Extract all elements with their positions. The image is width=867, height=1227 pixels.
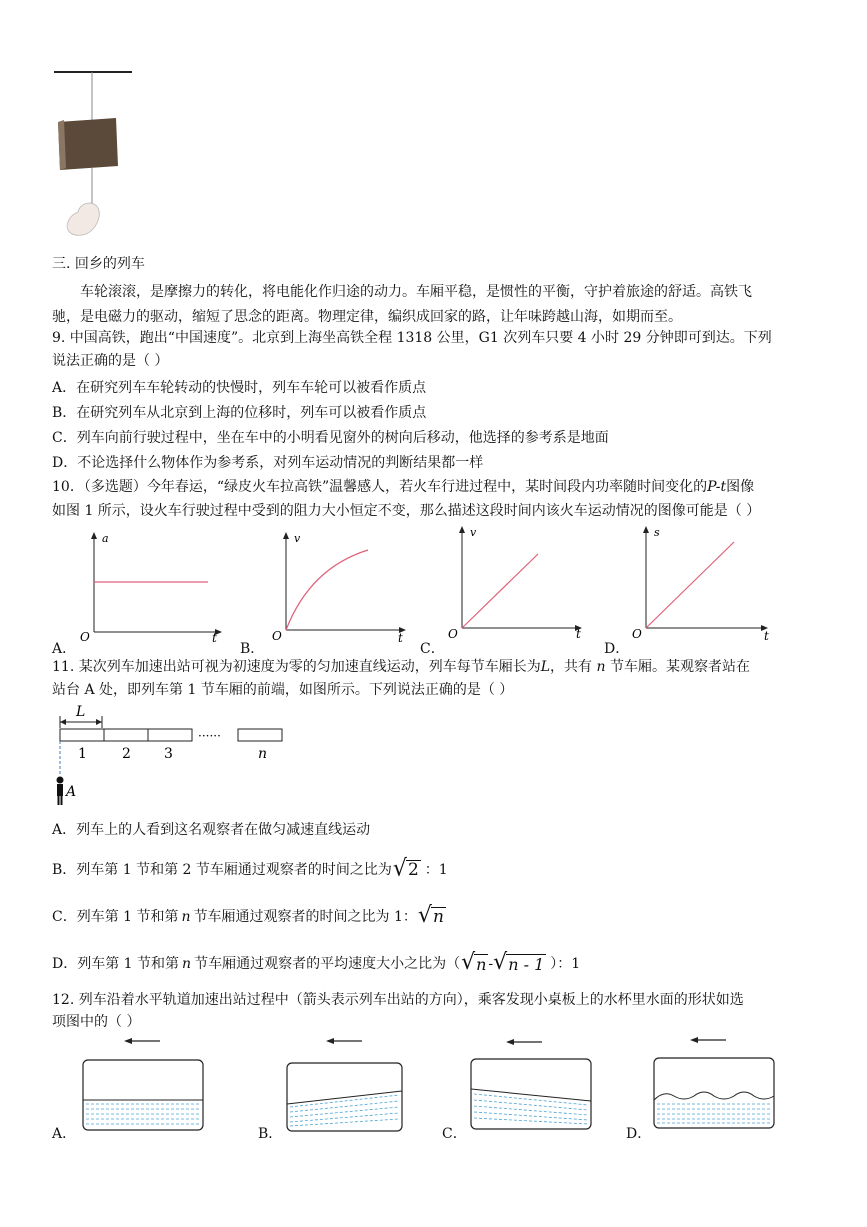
q10-option-b-label: B． [240,641,265,657]
q12-option-c-label: C． [442,1126,467,1142]
q10-graph-c [446,522,591,640]
q9-option-d: D．不论选择什么物体作为参考系，对列车运动情况的判断结果都一样 [52,455,484,471]
car-label-2: 2 [122,746,131,762]
q9-stem-line2: 说法正确的是（ ） [52,353,169,369]
axis-label-t: t [398,631,403,643]
q12-cup-c [468,1034,598,1134]
axis-label-v: v [294,532,301,545]
car-label-1: 1 [78,746,87,762]
train-diagram [50,700,300,810]
origin-label: O [80,630,90,643]
q11-stem-line1: 11. 某次列车加速出站可视为初速度为零的匀加速直线运动，列车每节车厢长为L，共有 n 节车厢。某观察者站在 [52,659,750,675]
axis-label-t: t [576,627,581,640]
q10-graph-b [270,528,415,643]
q10-graph-a [78,528,228,643]
q12-option-d-label: D． [626,1126,652,1142]
car-label-3: 3 [164,746,173,762]
origin-label: O [272,629,282,643]
q12-stem-line2: 项图中的（ ） [52,1014,141,1030]
car-label-n: n [258,746,268,762]
section-intro-line1: 车轮滚滚，是摩擦力的转化，将电能化作归途的动力。车厢平稳，是惯性的平衡，守护着旅途的舒适。高铁飞 [80,284,752,300]
q11-option-c: C．列车第 1 节和第 n 节车厢通过观察者的时间之比为 1： √ n [52,903,444,928]
axis-label-v: v [470,526,477,539]
q9-stem-line1: 9. 中国高铁，跑出“中国速度”。北京到上海坐高铁全程 1318 公里，G1 次列车只要 4 小时 29 分钟即可到达。下列 [52,330,772,346]
axis-label-t: t [764,629,769,642]
q10-stem-line1: 10．（多选题）今年春运，“绿皮火车拉高铁”温馨感人，若火车行进过程中，某时间段内功率随时间变化的P-t图像 [52,479,755,495]
q11-option-a: A．列车上的人看到这名观察者在做匀减速直线运动 [52,822,371,838]
observer-label: A [66,784,77,800]
q10-option-a-label: A． [52,641,77,657]
q12-cup-d [652,1034,782,1134]
q9-option-c: C．列车向前行驶过程中，坐在车中的小明看见窗外的树向后移动，他选择的参考系是地面 [52,430,609,446]
section-intro-line2: 驰，是电磁力的驱动，缩短了思念的距离。物理定律，编织成回家的路，让年味跨越山海，如期而至。 [52,309,682,325]
q12-option-a-label: A． [52,1126,77,1142]
q10-stem-line2: 如图 1 所示，设火车行驶过程中受到的阻力大小恒定不变，那么描述这段时间内该火车运动情况的图像可能是（ ） [52,503,761,519]
ellipsis: ······ [198,729,221,743]
q10-option-c-label: C． [420,641,445,657]
q12-option-b-label: B． [258,1126,283,1142]
q10-graph-d [630,522,780,642]
axis-label-s: s [654,526,660,539]
origin-label: O [632,627,642,641]
q10-option-d-label: D． [604,641,630,657]
pendulum-figure [50,62,140,242]
q12-stem-line1: 12. 列车沿着水平轨道加速出站过程中（箭头表示列车出站的方向），乘客发现小桌板上的水杯里水面的形状如选 [52,992,744,1008]
axis-label-t: t [212,631,217,643]
q11-stem-line2: 站台 A 处，即列车第 1 节车厢的前端，如图所示。下列说法正确的是（ ） [52,682,514,698]
q9-option-b: B．在研究列车从北京到上海的位移时，列车可以被看作质点 [52,405,427,421]
q12-cup-a [80,1036,210,1136]
q9-option-a: A．在研究列车车轮转动的快慢时，列车车轮可以被看作质点 [52,380,427,396]
q11-option-d: D．列车第 1 节和第 n 节车厢通过观察者的平均速度大小之比为（ √ n - √ n - 1 ）：1 [52,950,581,975]
origin-label: O [448,627,458,640]
q12-cup-b [284,1034,409,1134]
axis-label-a: a [102,532,109,545]
section-title: 三. 回乡的列车 [52,256,145,272]
length-label: L [76,704,86,720]
q11-option-b: B．列车第 1 节和第 2 节车厢通过观察者的时间之比为 √ 2 ：1 [52,855,448,882]
